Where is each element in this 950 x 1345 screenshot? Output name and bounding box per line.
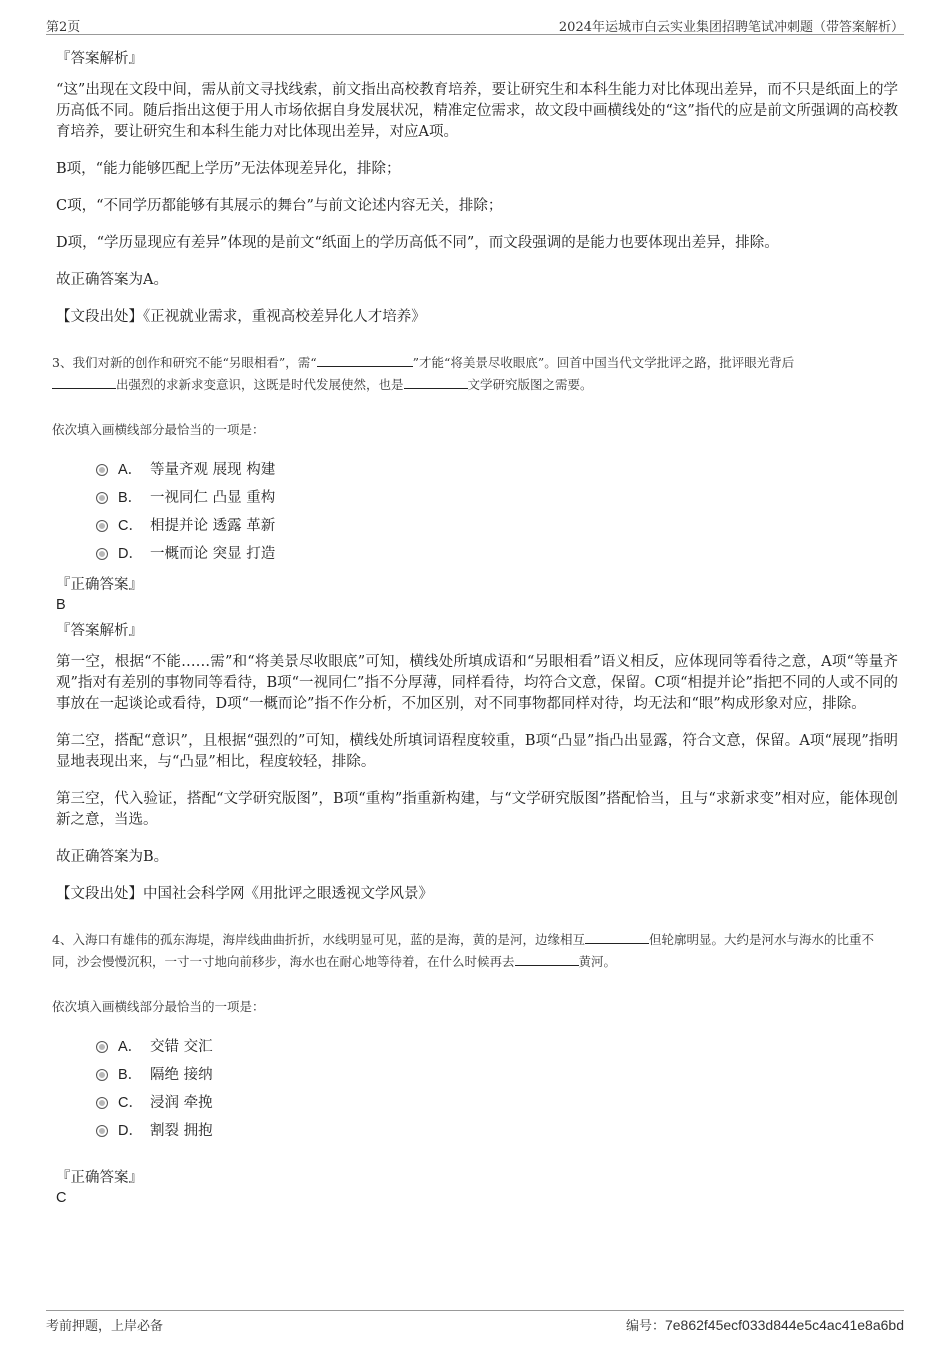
option-d[interactable]: D． 一概而论 突显 打造 [96,538,898,566]
option-c-analysis: C项，“不同学历都能够有其展示的舞台”与前文论述内容无关，排除； [56,198,503,214]
radio-icon[interactable] [96,548,108,560]
page-number: 第2页 [46,20,81,35]
correct-answer: C [56,1190,67,1206]
correct-answer: B [56,597,66,613]
question-3-stem: 3、我们对新的创作和研究不能“另眼相看”，需“ ”才能“将美景尽收眼底”。回首中国当代文学批评之路，批评眼光背后 出强烈的求新求变意识，这既是时代发展使然，也是 文学研究版图之需要。 [52,352,898,396]
analysis-blank-1: 第一空，根据“不能……需”和“将美景尽收眼底”可知，横线处所填成语和“另眼相看”语义相反，应体现同等看待之意，A项“等量齐观”指对有差别的事物同等看待，B项“一视同仁”指不分厚薄，同样看待，均符合文意，保留。C项“相提并论”指把不同的人或不同的事放在一起谈论或看待，D项“一概而论”指不作分析，不加区别，对不同事物都同样对待，均无法和“眼”构成形象对应，排除。 [56,654,898,712]
source-citation: 【文段出处】《正视就业需求，重视高校差异化人才培养》 [56,309,426,325]
analysis-label: 『答案解析』 [56,51,143,67]
document-id: 编号：7e862f45ecf033d844e5c4ac41e8a6bd [625,1317,904,1334]
correct-answer-label: 『正确答案』 [56,1170,143,1186]
question-3-prompt: 依次填入画横线部分最恰当的一项是： [52,422,265,437]
option-b[interactable]: B． 一视同仁 凸显 重构 [96,482,898,510]
question-3-options [96,454,898,566]
question-4-stem: 4、入海口有雄伟的孤东海堤，海岸线曲曲折折，水线明显可见，蓝的是海，黄的是河，边缘相互 但轮廓明显。大约是河水与海水的比重不同，沙会慢慢沉积，一寸一寸地向前移步，海水也在耐心地等待着，在什么时候再去 黄河。 [52,929,898,973]
radio-icon[interactable] [96,1041,108,1053]
radio-icon[interactable] [96,1125,108,1137]
document-title: 2024年运城市白云实业集团招聘笔试冲刺题（带答案解析） [558,20,904,35]
source-citation: 【文段出处】中国社会科学网《用批评之眼透视文学风景》 [56,886,433,902]
option-b[interactable]: B． 隔绝 接纳 [96,1059,898,1087]
answer-blank [404,374,468,389]
conclusion: 故正确答案为B。 [56,849,169,865]
answer-blank [585,929,649,944]
option-a[interactable]: A． 等量齐观 展现 构建 [96,454,898,482]
question-4-options [96,1031,898,1143]
footer-slogan: 考前押题，上岸必备 [46,1319,164,1334]
radio-icon[interactable] [96,492,108,504]
analysis-label: 『答案解析』 [56,623,143,639]
option-c[interactable]: C． 浸润 牵挽 [96,1087,898,1115]
analysis-blank-2: 第二空，搭配“意识”，且根据“强烈的”可知，横线处所填词语程度较重，B项“凸显”指凸出显露，符合文意，保留。A项“展现”指明显地表现出来，与“凸显”相比，程度较轻，排除。 [56,733,898,770]
option-b-analysis: B项，“能力能够匹配上学历”无法体现差异化，排除； [56,161,401,177]
radio-icon[interactable] [96,464,108,476]
answer-blank [317,352,413,367]
document-body [52,42,898,1207]
question-4-prompt: 依次填入画横线部分最恰当的一项是： [52,999,265,1014]
option-d[interactable]: D． 割裂 拥抱 [96,1115,898,1143]
analysis-blank-3: 第三空，代入验证，搭配“文学研究版图”，B项“重构”指重新构建，与“文学研究版图”搭配恰当，且与“求新求变”相对应，能体现创新之意，当选。 [56,791,898,828]
analysis-paragraph: “这”出现在文段中间，需从前文寻找线索，前文指出高校教育培养，要让研究生和本科生能力对比体现出差异，而不只是纸面上的学历高低不同。随后指出这便于用人市场依据自身发展状况，精准定位需求，故文段中画横线处的“这”指代的应是前文所强调的高校教育培养，要让研究生和本科生能力对比体现出差异，对应A项。 [56,82,898,140]
option-d-analysis: D项，“学历显现应有差异”体现的是前文“纸面上的学历高低不同”，而文段强调的是能力也要体现出差异，排除。 [56,235,779,251]
answer-blank [515,951,579,966]
page-header [46,14,904,35]
option-c[interactable]: C． 相提并论 透露 革新 [96,510,898,538]
answer-blank [52,374,116,389]
correct-answer-label: 『正确答案』 [56,577,143,593]
option-a[interactable]: A． 交错 交汇 [96,1031,898,1059]
conclusion: 故正确答案为A。 [56,272,168,288]
radio-icon[interactable] [96,1097,108,1109]
radio-icon[interactable] [96,1069,108,1081]
radio-icon[interactable] [96,520,108,532]
page-footer [46,1310,904,1335]
